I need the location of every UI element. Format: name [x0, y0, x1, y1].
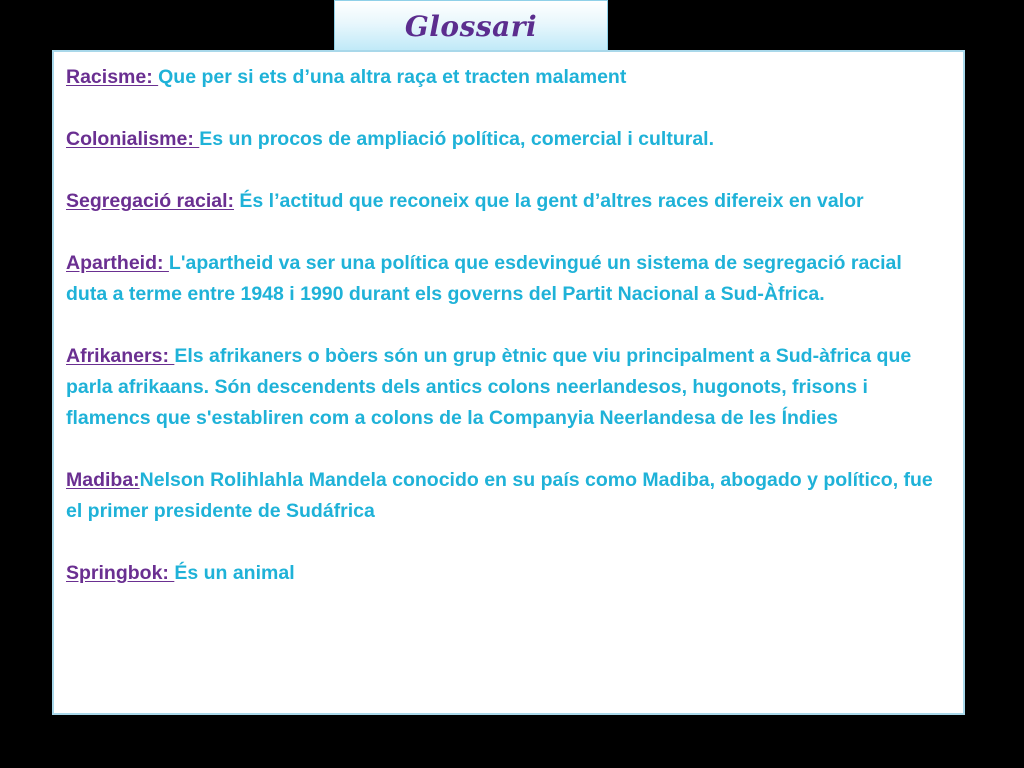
glossary-term: Springbok: [66, 562, 175, 584]
glossary-entry-colonialisme [66, 124, 947, 155]
glossary-entry-springbok [66, 558, 947, 589]
glossary-term: Colonialisme: [66, 128, 200, 150]
glossary-entry-madiba [66, 465, 947, 527]
glossary-term: Afrikaners: [66, 345, 175, 367]
title-box [334, 0, 608, 52]
glossary-definition: Que per si ets d’una altra raça et tracten malament [158, 66, 627, 88]
glossary-entry-apartheid [66, 248, 947, 310]
glossary-definition: Els afrikaners o bòers són un grup ètnic que viu principalment a Sud-àfrica que parla afrikaans. Són descendents dels antics colons neerlandesos, hugonots, frisons i flamencs que s'establiren com a colons de la Companyia Neerlandesa de les Índies [66, 345, 912, 429]
glossary-entry-racisme [66, 62, 947, 93]
glossary-term: Racisme: [66, 66, 159, 88]
glossary-entry-afrikaners [66, 341, 947, 434]
slide-title: Glossari [404, 9, 538, 43]
glossary-term: Apartheid: [66, 252, 169, 274]
glossary-definition: És un animal [174, 562, 295, 584]
glossary-term: Segregació racial: [66, 190, 234, 212]
glossary-definition: És l’actitud que reconeix que la gent d’altres races difereix en valor [234, 190, 864, 212]
glossary-definition: Es un procos de ampliació política, comercial i cultural. [199, 128, 715, 150]
glossary-definition: L'apartheid va ser una política que esdevingué un sistema de segregació racial duta a terme entre 1948 i 1990 durant els governs del Partit Nacional a Sud-Àfrica. [66, 252, 902, 305]
glossary-box [52, 50, 965, 715]
glossary-definition: Nelson Rolihlahla Mandela conocido en su país como Madiba, abogado y político, fue el primer presidente de Sudáfrica [66, 469, 933, 522]
glossary-entry-segregacio-racial [66, 186, 947, 217]
glossary-term: Madiba: [66, 469, 140, 491]
